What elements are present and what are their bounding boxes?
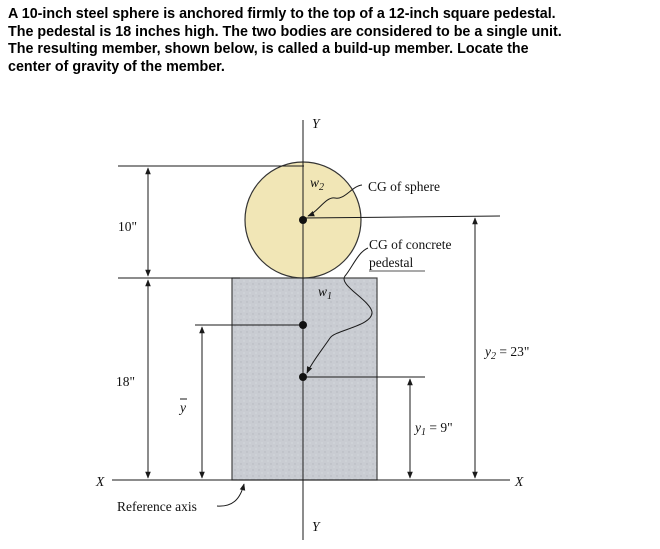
member-cg-point	[299, 321, 307, 329]
problem-line-3: The resulting member, shown below, is called a build-up member. Locate the	[8, 41, 529, 57]
reference-axis-label: Reference axis	[117, 499, 197, 514]
axis-x-left-label: X	[96, 474, 105, 489]
ybar-label: y	[180, 400, 186, 415]
axis-y-bottom-label: Y	[312, 519, 320, 534]
axis-x-right-label: X	[515, 474, 524, 489]
w2-label: $w_2$	[310, 175, 325, 193]
dim-10-label: 10"	[118, 219, 138, 234]
axis-y-top-label: Y	[312, 116, 320, 131]
problem-line-4: center of gravity of the member.	[8, 58, 225, 75]
y1-label: $y_1 = 9$"	[415, 420, 453, 438]
dim-18-label: 18"	[116, 374, 136, 389]
reference-axis-leader	[217, 484, 244, 506]
pedestal-cg-point	[299, 373, 307, 381]
y2-label: $y_2 = 23$"	[485, 344, 530, 362]
cg-pedestal-label-line1: CG of concrete	[369, 237, 452, 252]
cg-pedestal-label-line2: pedestal	[369, 255, 414, 270]
cg-sphere-label: CG of sphere	[368, 179, 440, 194]
problem-line-2: The pedestal is 18 inches high. The two bodies are considered to be a single unit.	[8, 23, 562, 40]
sphere-cg-point	[299, 216, 307, 224]
problem-line-1: A 10-inch steel sphere is anchored firmly to the top of a 12-inch square pedestal.	[8, 6, 556, 22]
w1-label: $w_1$	[318, 284, 333, 302]
